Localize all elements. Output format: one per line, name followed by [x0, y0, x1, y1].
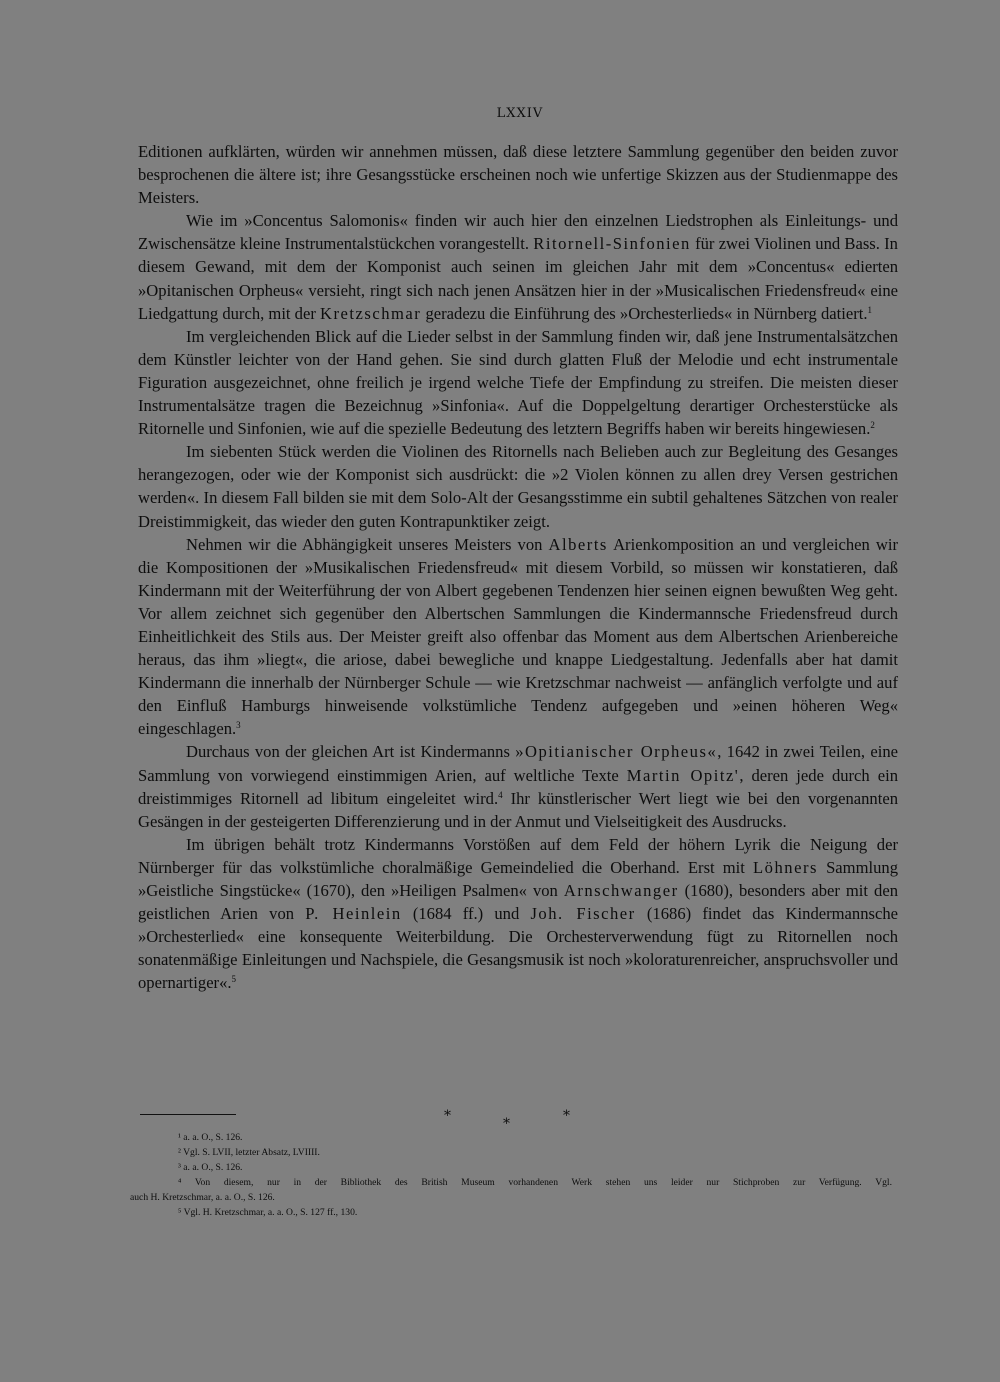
spaced-name: Arnschwanger [563, 881, 679, 900]
spaced-name: Alberts [548, 534, 608, 554]
paragraph-2: Wie im »Concentus Salomonis« finden wir auch hier den einzelnen Liedstrophen als Einleitungs- und Zwischensätze kleine Instrumentalstückchen vorangestellt. Ritornell-Sinfonien für zwei Violinen und Bass. In diesem Gewand, mit dem der Komponist auch seinen im gleichen Jahr mit dem »Concentus« edierten »Opitanischen Orpheus« versieht, ringt sich nach jenen Ansätzen hier in der »Musicalischen Friedensfreud« eine Liedgattung durch, mit der Kretzschmar geradezu die Einführung des »Orchesterlieds« in Nürnberg datiert.$^1$ [138, 211, 898, 323]
page-number: LXXIV [496, 106, 544, 121]
footnote-3: ³ a. a. O., S. 126. [178, 1162, 243, 1173]
footnote-ref-2: 2 [870, 420, 875, 431]
footnote-4: ⁴ Von diesem, nur in der Bibliothek des British Museum vorhandenen Werk stehen uns leider nur Stichproben zur Verfügung. Vgl. [178, 1177, 892, 1188]
spaced-name: Martin Opitz' [626, 765, 740, 785]
paragraph-3: Im vergleichenden Blick auf die Lieder selbst in der Sammlung finden wir, daß jene Instrumentalsätzchen dem Künstler leichter von der Hand gehen. Sie sind durch glatten Fluß der Melodie und echt instrumentale Figuration ausgezeichnet, ohne freilich je irgend welche Tiefe der Empfindung zu streifen. Die meisten dieser Instrumentalsätze tragen die Bezeichnug »Sinfonia«. Auf die Doppelgeltung derartiger Orchesterstücke als Ritornelle und Sinfonien, wie auf die spezielle Bedeutung des letztern Begriffs haben wir bereits hingewiesen.$^2$ [138, 326, 898, 439]
footnote-ref-4: 4 [498, 789, 503, 800]
spaced-name: P. Heinlein [305, 904, 402, 924]
spaced-name: Kretzschmar [320, 303, 422, 323]
footnote-ref-5: 5 [231, 974, 237, 985]
star-1: * [444, 1108, 451, 1124]
footnote-ref-3: 3 [236, 720, 241, 731]
paragraph-6: Durchaus von der gleichen Art ist Kindermanns »Opitianischer Orpheus«, 1642 in zwei Teilen, eine Sammlung von vorwiegend einstimmigen Arien, auf weltliche Texte Martin Opitz', deren jede durch ein dreistimmiges Ritornell ad libitum eingeleitet wird.$^4$ Ihr künstlerischer Wert liegt wie bei den vorgenannten Gesängen in der gesteigerten Differenzierung und in der Anmut und Vielseitigkeit des Ausdrucks. [138, 742, 899, 831]
star-2: * [503, 1116, 510, 1132]
spaced-name: Joh. Fischer [530, 904, 636, 924]
spaced-term: Ritornell-Sinfonien [533, 234, 691, 254]
spaced-name: Löhners [753, 857, 818, 877]
footnotes [130, 1130, 892, 1220]
footnote-4-cont: auch H. Kretzschmar, a. a. O., S. 126. [130, 1192, 275, 1203]
paragraph-7: Im übrigen behält trotz Kindermanns Vorstößen auf dem Feld der höhern Lyrik die Neigung der Nürnberger für das volkstümliche choralmäßige Gemeindelied die Oberhand. Erst mit Löhners Sammlung »Geistliche Singstücke« (1670), den »Heiligen Psalmen« von Arnschwanger (1680), besonders aber mit den geistlichen Arien von P. Heinlein (1684 ff.) und Joh. Fischer (1686) findet das Kindermannsche »Orchesterlied« eine konsequente Weiterbildung. Die Orchesterverwendung fügt zu Ritornellen noch sonatenmäßige Einleitungen und Nachspiele, die Gesangsmusik ist noch »koloraturenreicher, anspruchsvoller und opernartiger«.$^5$ [138, 834, 898, 993]
footnote-1: ¹ a. a. O., S. 126. [178, 1132, 243, 1143]
paragraph-5: Nehmen wir die Abhängigkeit unseres Meisters von Alberts Arienkomposition an und vergleichen wir die Kompositionen der »Musikalischen Friedensfreud« mit diesem Vorbild, so müssen wir konstatieren, daß Kindermann mit der Weiterführung der von Albert gegebenen Tendenzen hier seinen eignen bewußten Weg geht. Vor allem zeichnet sich gegenüber den Albertschen Sammlungen die Kindermannsche Friedensfreud durch Einheitlichkeit des Stils aus. Der Meister greift also offenbar das Moment aus dem Albertschen Arienbereiche heraus, das ihm »liegt«, die ariose, dabei bewegliche und knappe Liedgestaltung. Jedenfalls aber hat damit Kindermann die innerhalb der Nürnberger Schule — wie Kretzschmar nachweist — anfänglich verfolgte und auf den Einfluß Hamburgs hinweisende volkstümliche Tendenz aufgegeben und »einen höheren Weg« eingeschlagen.$^3$ [138, 534, 898, 739]
main-text [138, 140, 898, 994]
footnote-2: ² Vgl. S. LVII, letzter Absatz, LVIIII. [178, 1147, 320, 1158]
paragraph-4: Im siebenten Stück werden die Violinen des Ritornells nach Belieben auch zur Begleitung des Gesanges herangezogen, oder wie der Komponist sich ausdrückt: die »2 Violen können zu allen drey Versen gestrichen werden«. In diesem Fall bilden sie mit dem Solo-Alt der Gesangsstimme ein subtil gehaltenes Sätzchen von realer Dreistimmigkeit, das wieder den guten Kontrapunktiker zeigt. [138, 442, 898, 531]
spaced-title: »Opitianischer Orpheus« [515, 742, 718, 762]
star-3: * [563, 1108, 570, 1124]
paragraph-1: Editionen aufklärten, würden wir annehmen müssen, daß diese letztere Sammlung gegenüber den beiden zuvor besprochenen die ältere ist; ihre Gesangsstücke erscheinen noch wie unfertige Skizzen aus der Studienmappe des Meisters. [138, 142, 898, 208]
footnote-5: ⁵ Vgl. H. Kretzschmar, a. a. O., S. 127 ff., 130. [178, 1207, 358, 1218]
footnote-ref-1: 1 [867, 304, 873, 315]
